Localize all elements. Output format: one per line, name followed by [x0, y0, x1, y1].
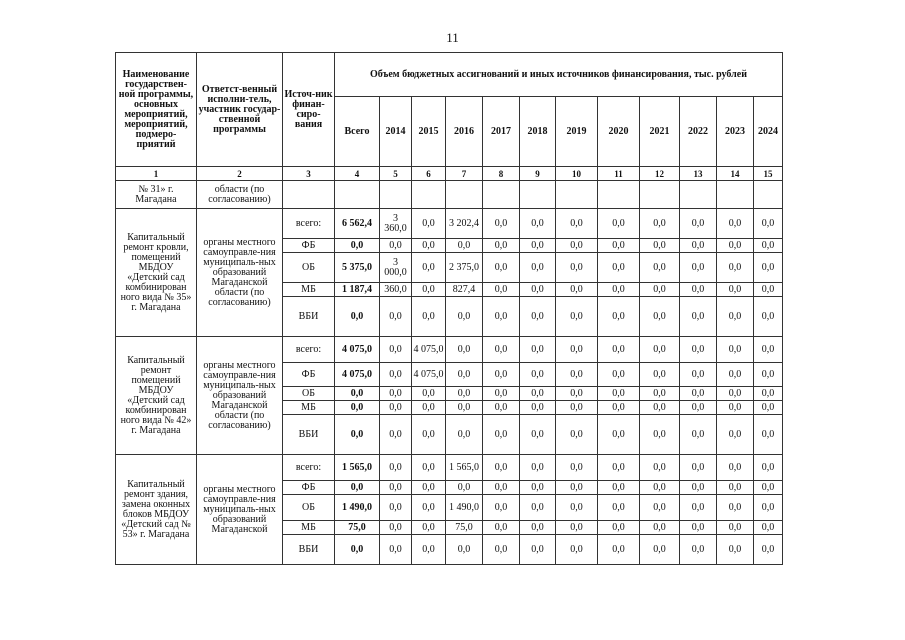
- year-value: 0,0: [412, 239, 446, 253]
- year-value: 0,0: [754, 209, 783, 239]
- year-value: 0,0: [520, 283, 556, 297]
- year-value: 0,0: [520, 387, 556, 401]
- column-number: 13: [680, 167, 717, 181]
- year-value: 0,0: [640, 239, 680, 253]
- year-value: 0,0: [380, 363, 412, 387]
- program-name: Капитальный ремонт здания, замена оконных блоков МБДОУ «Детский сад № 53» г. Магадана: [116, 455, 197, 565]
- year-value: 0,0: [556, 521, 598, 535]
- responsible-executor: органы местного самоуправле-ния муниципаль-ных образований Магаданской: [197, 455, 283, 565]
- budget-table: [115, 52, 783, 565]
- year-value: 0,0: [717, 209, 754, 239]
- column-number: 10: [556, 167, 598, 181]
- column-number: 15: [754, 167, 783, 181]
- total-value: 75,0: [335, 521, 380, 535]
- funding-source: МБ: [283, 283, 335, 297]
- year-value: 827,4: [446, 283, 483, 297]
- funding-source: ОБ: [283, 387, 335, 401]
- year-value: 0,0: [556, 415, 598, 455]
- year-value: 0,0: [754, 415, 783, 455]
- year-value: 0,0: [380, 455, 412, 481]
- year-value: 0,0: [598, 521, 640, 535]
- year-value: 0,0: [412, 495, 446, 521]
- header-total: Всего: [335, 97, 380, 167]
- year-value: 0,0: [717, 521, 754, 535]
- year-value: 0,0: [717, 337, 754, 363]
- year-value: 0,0: [556, 387, 598, 401]
- year-value: 0,0: [680, 337, 717, 363]
- year-value: 0,0: [598, 415, 640, 455]
- year-value: 0,0: [380, 535, 412, 565]
- year-value: 0,0: [520, 481, 556, 495]
- year-value: 4 075,0: [412, 363, 446, 387]
- column-number: 9: [520, 167, 556, 181]
- year-value: 0,0: [556, 297, 598, 337]
- year-value: 0,0: [380, 239, 412, 253]
- year-value: 0,0: [556, 253, 598, 283]
- year-value: 0,0: [680, 363, 717, 387]
- year-value: 0,0: [520, 455, 556, 481]
- year-value: 0,0: [717, 401, 754, 415]
- year-value: 0,0: [556, 455, 598, 481]
- column-number: 12: [640, 167, 680, 181]
- year-value: 0,0: [680, 455, 717, 481]
- year-value: 3 202,4: [446, 209, 483, 239]
- year-value: 1 565,0: [446, 455, 483, 481]
- year-value: 0,0: [412, 535, 446, 565]
- column-number: 7: [446, 167, 483, 181]
- year-value: 0,0: [640, 387, 680, 401]
- year-value: 0,0: [412, 415, 446, 455]
- year-value: 0,0: [717, 481, 754, 495]
- year-value: 0,0: [717, 535, 754, 565]
- year-value: 0,0: [556, 495, 598, 521]
- column-number: 5: [380, 167, 412, 181]
- year-value: 0,0: [483, 401, 520, 415]
- year-value: 0,0: [717, 253, 754, 283]
- year-value: 0,0: [520, 401, 556, 415]
- funding-row: [116, 337, 783, 363]
- year-value: 0,0: [483, 363, 520, 387]
- year-value: 0,0: [483, 253, 520, 283]
- year-value: 0,0: [598, 209, 640, 239]
- header-year: 2016: [446, 97, 483, 167]
- year-value: 0,0: [380, 387, 412, 401]
- year-value: 0,0: [754, 253, 783, 283]
- year-value: 0,0: [640, 209, 680, 239]
- column-number: 8: [483, 167, 520, 181]
- header-year: 2019: [556, 97, 598, 167]
- year-value: 0,0: [598, 337, 640, 363]
- year-value: 0,0: [380, 495, 412, 521]
- column-number: 4: [335, 167, 380, 181]
- year-value: 0,0: [412, 481, 446, 495]
- year-value: 0,0: [598, 495, 640, 521]
- year-value: 0,0: [598, 297, 640, 337]
- year-value: 0,0: [556, 239, 598, 253]
- total-value: 0,0: [335, 535, 380, 565]
- year-value: 0,0: [446, 239, 483, 253]
- year-value: 0,0: [483, 283, 520, 297]
- total-value: 5 375,0: [335, 253, 380, 283]
- year-value: 0,0: [446, 401, 483, 415]
- year-value: 0,0: [380, 521, 412, 535]
- year-value: 0,0: [754, 455, 783, 481]
- funding-source: ВБИ: [283, 415, 335, 455]
- year-value: 0,0: [680, 415, 717, 455]
- year-value: 0,0: [680, 283, 717, 297]
- year-value: 0,0: [640, 253, 680, 283]
- year-value: 0,0: [680, 239, 717, 253]
- year-value: 0,0: [446, 481, 483, 495]
- year-value: 0,0: [412, 455, 446, 481]
- header-year: 2015: [412, 97, 446, 167]
- year-value: 0,0: [598, 535, 640, 565]
- year-value: 0,0: [717, 283, 754, 297]
- year-value: 0,0: [520, 337, 556, 363]
- column-number: 11: [598, 167, 640, 181]
- funding-source: ОБ: [283, 495, 335, 521]
- year-value: 0,0: [680, 495, 717, 521]
- year-value: 0,0: [483, 387, 520, 401]
- total-value: 0,0: [335, 297, 380, 337]
- responsible-executor: органы местного самоуправле-ния муниципаль-ных образований Магаданской области (по согласованию): [197, 337, 283, 455]
- year-value: 0,0: [520, 363, 556, 387]
- year-value: 0,0: [556, 401, 598, 415]
- year-value: 0,0: [680, 253, 717, 283]
- year-value: 0,0: [412, 401, 446, 415]
- funding-source: всего:: [283, 455, 335, 481]
- year-value: 0,0: [754, 283, 783, 297]
- year-value: 0,0: [754, 363, 783, 387]
- header-year: 2014: [380, 97, 412, 167]
- year-value: 0,0: [640, 481, 680, 495]
- header-year: 2020: [598, 97, 640, 167]
- year-value: 0,0: [640, 455, 680, 481]
- year-value: 0,0: [412, 387, 446, 401]
- total-value: 4 075,0: [335, 337, 380, 363]
- year-value: 0,0: [640, 535, 680, 565]
- column-number: 14: [717, 167, 754, 181]
- year-value: 0,0: [446, 337, 483, 363]
- year-value: 0,0: [717, 387, 754, 401]
- year-value: 0,0: [680, 521, 717, 535]
- year-value: 0,0: [412, 253, 446, 283]
- year-value: 0,0: [640, 495, 680, 521]
- year-value: 0,0: [483, 535, 520, 565]
- year-value: 0,0: [556, 363, 598, 387]
- year-value: 0,0: [483, 455, 520, 481]
- program-name: Капитальный ремонт кровли, помещений МБДОУ «Детский сад комбинирован ного вида № 35» г. Магадана: [116, 209, 197, 337]
- header-program-name: Наименование государствен-ной программы, основных мероприятий, мероприятий, подмеро-приятий: [116, 53, 197, 167]
- year-value: 3 360,0: [380, 209, 412, 239]
- year-value: 0,0: [520, 253, 556, 283]
- funding-source: ФБ: [283, 239, 335, 253]
- total-value: 0,0: [335, 401, 380, 415]
- funding-source: ВБИ: [283, 535, 335, 565]
- total-value: 6 562,4: [335, 209, 380, 239]
- column-number: 6: [412, 167, 446, 181]
- funding-row: [116, 209, 783, 239]
- header-year: 2018: [520, 97, 556, 167]
- year-value: 0,0: [598, 455, 640, 481]
- total-value: 0,0: [335, 481, 380, 495]
- year-value: 0,0: [520, 521, 556, 535]
- year-value: 0,0: [380, 401, 412, 415]
- funding-source: всего:: [283, 209, 335, 239]
- continuation-responsible: области (по согласованию): [197, 181, 283, 209]
- year-value: 360,0: [380, 283, 412, 297]
- year-value: 0,0: [640, 401, 680, 415]
- year-value: 0,0: [483, 297, 520, 337]
- year-value: 0,0: [380, 415, 412, 455]
- year-value: 0,0: [598, 283, 640, 297]
- year-value: 0,0: [640, 415, 680, 455]
- year-value: 0,0: [640, 283, 680, 297]
- year-value: 0,0: [380, 297, 412, 337]
- continuation-name: № 31» г. Магадана: [116, 181, 197, 209]
- year-value: 0,0: [520, 209, 556, 239]
- year-value: 0,0: [640, 297, 680, 337]
- year-value: 0,0: [717, 297, 754, 337]
- year-value: 0,0: [598, 363, 640, 387]
- year-value: 0,0: [754, 521, 783, 535]
- total-value: 1 490,0: [335, 495, 380, 521]
- year-value: 0,0: [380, 337, 412, 363]
- funding-source: ФБ: [283, 481, 335, 495]
- year-value: 75,0: [446, 521, 483, 535]
- year-value: 0,0: [483, 209, 520, 239]
- total-value: 1 565,0: [335, 455, 380, 481]
- year-value: 0,0: [754, 387, 783, 401]
- year-value: 0,0: [446, 363, 483, 387]
- year-value: 0,0: [483, 521, 520, 535]
- year-value: 0,0: [380, 481, 412, 495]
- year-value: 0,0: [598, 481, 640, 495]
- funding-source: всего:: [283, 337, 335, 363]
- funding-source: ОБ: [283, 253, 335, 283]
- year-value: 0,0: [640, 521, 680, 535]
- funding-row: [116, 455, 783, 481]
- year-value: 0,0: [598, 387, 640, 401]
- year-value: 0,0: [446, 297, 483, 337]
- year-value: 0,0: [680, 387, 717, 401]
- total-value: 4 075,0: [335, 363, 380, 387]
- year-value: 0,0: [640, 337, 680, 363]
- column-number: 1: [116, 167, 197, 181]
- column-number: 3: [283, 167, 335, 181]
- year-value: 0,0: [556, 481, 598, 495]
- year-value: 0,0: [680, 535, 717, 565]
- header-year: 2024: [754, 97, 783, 167]
- funding-source: МБ: [283, 401, 335, 415]
- year-value: 0,0: [754, 297, 783, 337]
- year-value: 0,0: [412, 209, 446, 239]
- responsible-executor: органы местного самоуправле-ния муниципаль-ных образований Магаданской области (по согласованию): [197, 209, 283, 337]
- year-value: 0,0: [520, 535, 556, 565]
- total-value: 0,0: [335, 239, 380, 253]
- header-year: 2022: [680, 97, 717, 167]
- year-value: 0,0: [412, 521, 446, 535]
- year-value: 0,0: [598, 401, 640, 415]
- funding-source: ФБ: [283, 363, 335, 387]
- year-value: 0,0: [680, 297, 717, 337]
- header-responsible: Ответст-венный исполни-тель, участник государ-ственной программы: [197, 53, 283, 167]
- year-value: 0,0: [520, 415, 556, 455]
- year-value: 0,0: [754, 239, 783, 253]
- year-value: 0,0: [556, 337, 598, 363]
- year-value: 0,0: [717, 363, 754, 387]
- year-value: 0,0: [717, 415, 754, 455]
- page-number: 11: [446, 30, 459, 45]
- funding-source: ВБИ: [283, 297, 335, 337]
- year-value: 0,0: [754, 495, 783, 521]
- year-value: 0,0: [556, 209, 598, 239]
- program-name: Капитальный ремонт помещений МБДОУ «Детский сад комбинирован ного вида № 42» г. Магадана: [116, 337, 197, 455]
- year-value: 0,0: [717, 495, 754, 521]
- year-value: 0,0: [754, 481, 783, 495]
- year-value: 0,0: [754, 401, 783, 415]
- total-value: 1 187,4: [335, 283, 380, 297]
- year-value: 0,0: [556, 283, 598, 297]
- year-value: 0,0: [717, 239, 754, 253]
- column-number: 2: [197, 167, 283, 181]
- year-value: 0,0: [598, 253, 640, 283]
- year-value: 0,0: [520, 495, 556, 521]
- total-value: 0,0: [335, 415, 380, 455]
- year-value: 0,0: [680, 209, 717, 239]
- header-year: 2017: [483, 97, 520, 167]
- year-value: 0,0: [412, 283, 446, 297]
- year-value: 0,0: [680, 481, 717, 495]
- year-value: 0,0: [483, 337, 520, 363]
- year-value: 0,0: [717, 455, 754, 481]
- year-value: 0,0: [446, 387, 483, 401]
- year-value: 0,0: [598, 239, 640, 253]
- total-value: 0,0: [335, 387, 380, 401]
- year-value: 0,0: [520, 297, 556, 337]
- year-value: 0,0: [520, 239, 556, 253]
- year-value: 0,0: [680, 401, 717, 415]
- year-value: 0,0: [754, 337, 783, 363]
- year-value: 0,0: [483, 495, 520, 521]
- year-value: 0,0: [446, 415, 483, 455]
- funding-source: МБ: [283, 521, 335, 535]
- header-year: 2021: [640, 97, 680, 167]
- year-value: 0,0: [412, 297, 446, 337]
- header-year: 2023: [717, 97, 754, 167]
- header-budget-volume: Объем бюджетных ассигнований и иных источников финансирования, тыс. рублей: [335, 53, 783, 97]
- year-value: 0,0: [483, 415, 520, 455]
- header-funding-source: Источ-ник финан-сиро-вания: [283, 53, 335, 167]
- year-value: 3 000,0: [380, 253, 412, 283]
- continuation-row: [116, 181, 783, 209]
- year-value: 0,0: [754, 535, 783, 565]
- year-value: 0,0: [556, 535, 598, 565]
- year-value: 1 490,0: [446, 495, 483, 521]
- year-value: 0,0: [483, 481, 520, 495]
- year-value: 0,0: [640, 363, 680, 387]
- year-value: 0,0: [446, 535, 483, 565]
- year-value: 4 075,0: [412, 337, 446, 363]
- year-value: 2 375,0: [446, 253, 483, 283]
- year-value: 0,0: [483, 239, 520, 253]
